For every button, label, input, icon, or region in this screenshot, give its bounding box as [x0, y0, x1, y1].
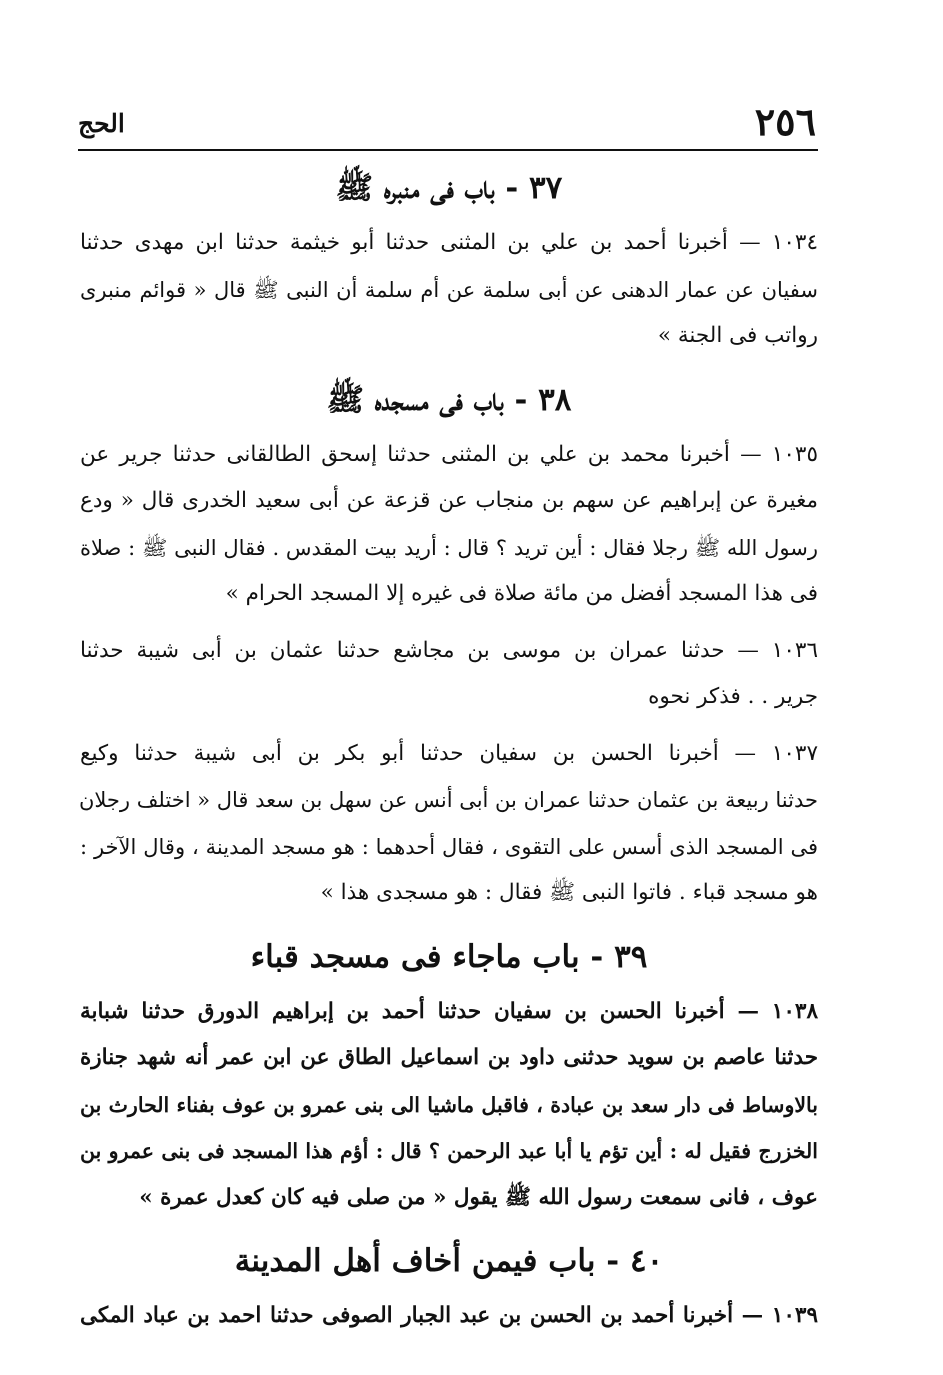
page-header [78, 96, 816, 148]
hadith-1039 [80, 1293, 818, 1340]
text-line: عوف ، فانى سمعت رسول الله ﷺ يقول « من صلى فيه كان كعدل عمرة » [139, 1184, 818, 1210]
hadith-1037 [80, 731, 818, 917]
chapter-heading: ٤٠ - باب فيمن أخاف أهل المدينة [234, 1243, 664, 1279]
text-line: ١٠٣٨ — أخبرنا الحسن بن سفيان حدثنا أحمد بن إبراهيم الدورق حدثنا شبابة [80, 998, 818, 1024]
text-line: بالاوساط فى دار سعد بن عبادة ، فاقبل ماشيا الى بنى عمرو بن عوف بفناء الحارث بن [80, 1092, 818, 1117]
hadith-1034 [80, 220, 818, 360]
text-line: فى المسجد الذى أسس على التقوى ، فقال أحدهما : هو مسجد المدينة ، وقال الآخر : [80, 834, 818, 859]
text-line: ١٠٣٥ — أخبرنا محمد بن علي بن المثنى حدثنا إسحق الطالقانى حدثنا جرير عن [80, 441, 818, 467]
chapter-heading: ٣٧ - باب فى منبره ﷺ [335, 170, 563, 206]
text-line: ١٠٣٩ — أخبرنا أحمد بن الحسن بن عبد الجبار الصوفى حدثنا احمد بن عباد المكى [80, 1303, 818, 1328]
text-line: ١٠٣٦ — حدثنا عمران بن موسى بن مجاشع حدثنا عثمان بن أبى شيبة حدثنا [80, 637, 818, 663]
text-line: الخزرج فقيل له : أين تؤم يا أبا عبد الرحمن ؟ قال : أؤم هذا المسجد فى بنى عمرو بن [80, 1139, 818, 1163]
running-title: الحج [78, 109, 125, 138]
chapter-heading: ٣٨ - باب فى مسجده ﷺ [326, 381, 572, 418]
text-line: فى هذا المسجد أفضل من مائة صلاة فى غيره إلا المسجد الحرام » [225, 581, 818, 606]
chapter-heading: ٣٩ - باب ماجاء فى مسجد قباء [250, 938, 648, 975]
text-line: جرير . . فذكر نحوه [648, 684, 818, 709]
hadith-1035 [80, 432, 818, 618]
text-line: رواتب فى الجنة » [657, 323, 818, 348]
text-line: ١٠٣٧ — أخبرنا الحسن بن سفيان حدثنا أبو بكر بن أبى شيبة حدثنا وكيع [80, 740, 818, 766]
text-line: هو مسجد قباء . فاتوا النبى ﷺ فقال : هو مسجدى هذا » [320, 880, 818, 905]
text-line: ١٠٣٤ — أخبرنا أحمد بن علي بن المثنى حدثنا أبو خيثمة حدثنا ابن مهدى حدثنا [80, 230, 818, 255]
hadith-1038 [80, 989, 818, 1222]
text-line: رسول الله ﷺ رجلا فقال : أين تريد ؟ قال : أريد بيت المقدس . فقال النبى ﷺ : صلاة [80, 535, 818, 560]
text-line: سفيان عن عمار الدهنى عن أبى سلمة عن أم سلمة أن النبى ﷺ قال « قوائم منبرى [80, 277, 818, 302]
page-number: ٢٥٦ [754, 99, 816, 144]
text-line: حدثنا ربيعة بن عثمان حدثنا عمران بن أبى أنس عن سهل بن سعد قال « اختلف رجلان [78, 788, 818, 812]
text-line: حدثنا عاصم بن سويد حدثنى داود بن اسماعيل الطاق عن ابن عمر أنه شهد جنازة [80, 1045, 818, 1070]
header-rule [78, 149, 818, 151]
page-body [80, 158, 818, 1350]
text-line: مغيرة عن إبراهيم عن سهم بن منجاب عن قزعة عن أبى سعيد الخدرى قال « ودع [80, 488, 818, 513]
hadith-1036 [80, 628, 818, 721]
